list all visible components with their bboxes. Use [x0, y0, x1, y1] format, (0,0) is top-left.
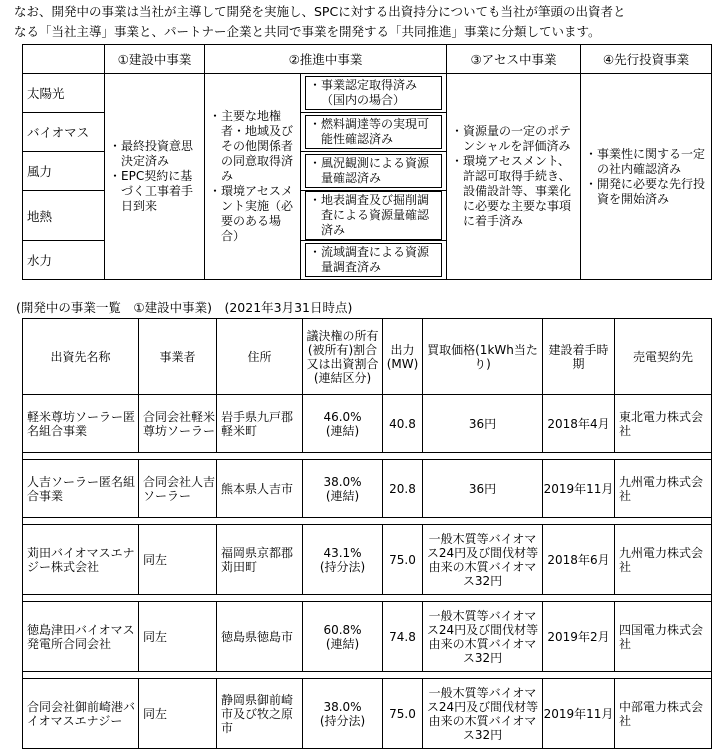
investment-criteria: [581, 74, 712, 280]
energy-type-geothermal: 地熱: [23, 191, 105, 241]
row-spacer: [23, 672, 712, 679]
investment-criterion: ・開発に必要な先行投資を開始済み: [585, 176, 706, 206]
stage-header-construction: ①建設中事業: [105, 45, 205, 74]
promotion-criterion-wind: ・風況観測による資源量確認済み: [301, 152, 447, 191]
cell-address: 静岡県御前崎市及び牧之原市: [217, 679, 303, 749]
cell-output: 75.0: [383, 679, 423, 749]
cell-price: 36円: [423, 395, 543, 453]
consolidation-type: (持分法): [319, 559, 366, 574]
table-row: [23, 525, 712, 595]
energy-type-biomass: バイオマス: [23, 113, 105, 152]
cell-output: 74.8: [383, 602, 423, 672]
cell-name: 軽米尊坊ソーラー匿名組合事業: [23, 395, 139, 453]
cell-price: 一般木質等バイオマス24円及び間伐材等由来の木質バイオマス32円: [423, 602, 543, 672]
row-spacer: [23, 518, 712, 525]
cell-name: 苅田バイオマスエナジー株式会社: [23, 525, 139, 595]
cell-share: [303, 460, 383, 518]
table-row: [23, 679, 712, 749]
cell-share: [303, 679, 383, 749]
projects-table: [22, 318, 712, 749]
construction-criterion: ・最終投資意思決定済み: [109, 139, 194, 168]
cell-share: [303, 395, 383, 453]
investment-criterion: ・事業性に関する一定の社内確認済み: [585, 146, 706, 176]
cell-start: 2018年6月: [543, 525, 615, 595]
promotion-criterion: ・環境アセスメント実施（必要のある場合）: [209, 184, 294, 243]
construction-criterion: ・EPC契約に基づく工事着手日到来: [109, 169, 194, 213]
header-output: 出力(MW): [383, 319, 423, 395]
row-spacer: [23, 595, 712, 602]
cell-buyer: 九州電力株式会社: [615, 460, 712, 518]
promotion-criterion: ・主要な地権者・地域及びその他関係者の同意取得済み: [209, 109, 294, 183]
share-value: 60.8%: [323, 622, 362, 637]
cell-address: 熊本県人吉市: [217, 460, 303, 518]
share-value: 43.1%: [323, 545, 362, 560]
energy-type-wind: 風力: [23, 152, 105, 191]
consolidation-type: (連結): [325, 636, 360, 651]
header-operator: 事業者: [139, 319, 217, 395]
promotion-criterion-geothermal: ・地表調査及び掘削調査による資源量確認済み: [301, 191, 447, 241]
assessment-criterion: ・資源量の一定のポテンシャルを評価済み: [451, 124, 572, 153]
table-row: [23, 460, 712, 518]
stage-definition-table: [22, 44, 712, 280]
cell-buyer: 四国電力株式会社: [615, 602, 712, 672]
cell-start: 2019年2月: [543, 602, 615, 672]
intro-paragraph: [14, 2, 710, 42]
row-spacer: [23, 453, 712, 460]
share-value: 46.0%: [323, 409, 362, 424]
cell-share: [303, 602, 383, 672]
stage-header-promotion: ②推進中事業: [205, 45, 447, 74]
cell-operator: 合同会社人吉ソーラー: [139, 460, 217, 518]
table-row: [23, 602, 712, 672]
energy-type-solar: 太陽光: [23, 74, 105, 113]
intro-line: なる「当社主導」事業と、パートナー企業と共同で事業を開発する「共同推進」事業に分類しています。: [14, 24, 601, 39]
assessment-criterion: ・環境アセスメント、許認可取得手続き、設備設計等、事業化に必要な主要な事項に着手済み: [451, 154, 572, 228]
cell-output: 75.0: [383, 525, 423, 595]
header-buyer: 売電契約先: [615, 319, 712, 395]
promotion-criterion-solar: ・事業認定取得済み（国内の場合）: [301, 74, 447, 113]
cell-start: 2019年11月: [543, 460, 615, 518]
cell-price: 36円: [423, 460, 543, 518]
intro-line: なお、開発中の事業は当社が主導して開発を実施し、SPCに対する出資持分についても当社が筆頭の出資者と: [14, 4, 626, 19]
consolidation-type: (持分法): [319, 713, 366, 728]
cell-output: 20.8: [383, 460, 423, 518]
cell-address: 福岡県京都郡苅田町: [217, 525, 303, 595]
promotion-criteria-general: [205, 74, 301, 280]
cell-buyer: 東北電力株式会社: [615, 395, 712, 453]
header-address: 住所: [217, 319, 303, 395]
consolidation-type: (連結): [325, 423, 360, 438]
cell-price: 一般木質等バイオマス24円及び間伐材等由来の木質バイオマス32円: [423, 679, 543, 749]
cell-name: 合同会社御前崎港バイオマスエナジー: [23, 679, 139, 749]
assessment-criteria: [447, 74, 581, 280]
promotion-criterion-hydro: ・流域調査による資源量調査済み: [301, 241, 447, 280]
table-caption: (開発中の事業一覧 ①建設中事業) (2021年3月31日時点): [16, 300, 353, 315]
cell-operator: 同左: [139, 602, 217, 672]
header-name: 出資先名称: [23, 319, 139, 395]
energy-type-hydro: 水力: [23, 241, 105, 280]
cell-output: 40.8: [383, 395, 423, 453]
promotion-criterion-biomass: ・燃料調達等の実現可能性確認済み: [301, 113, 447, 152]
cell-buyer: 中部電力株式会社: [615, 679, 712, 749]
header-start: 建設着手時期: [543, 319, 615, 395]
cell-operator: 同左: [139, 679, 217, 749]
cell-price: 一般木質等バイオマス24円及び間伐材等由来の木質バイオマス32円: [423, 525, 543, 595]
stage-header-assessment: ③アセス中事業: [447, 45, 581, 74]
share-value: 38.0%: [323, 474, 362, 489]
cell-operator: 同左: [139, 525, 217, 595]
consolidation-type: (連結): [325, 488, 360, 503]
header-share: 議決権の所有(被所有)割合又は出資割合(連結区分): [303, 319, 383, 395]
cell-operator: 合同会社軽米尊坊ソーラー: [139, 395, 217, 453]
cell-address: 岩手県九戸郡軽米町: [217, 395, 303, 453]
construction-criteria: [105, 74, 205, 280]
cell-name: 徳島津田バイオマス発電所合同会社: [23, 602, 139, 672]
stage-header-investment: ④先行投資事業: [581, 45, 712, 74]
table-row: [23, 395, 712, 453]
header-price: 買取価格(1kWh当たり): [423, 319, 543, 395]
cell-start: 2019年11月: [543, 679, 615, 749]
cell-start: 2018年4月: [543, 395, 615, 453]
stage-header-blank: [23, 45, 105, 74]
cell-share: [303, 525, 383, 595]
cell-buyer: 九州電力株式会社: [615, 525, 712, 595]
share-value: 38.0%: [323, 699, 362, 714]
cell-name: 人吉ソーラー匿名組合事業: [23, 460, 139, 518]
cell-address: 徳島県徳島市: [217, 602, 303, 672]
